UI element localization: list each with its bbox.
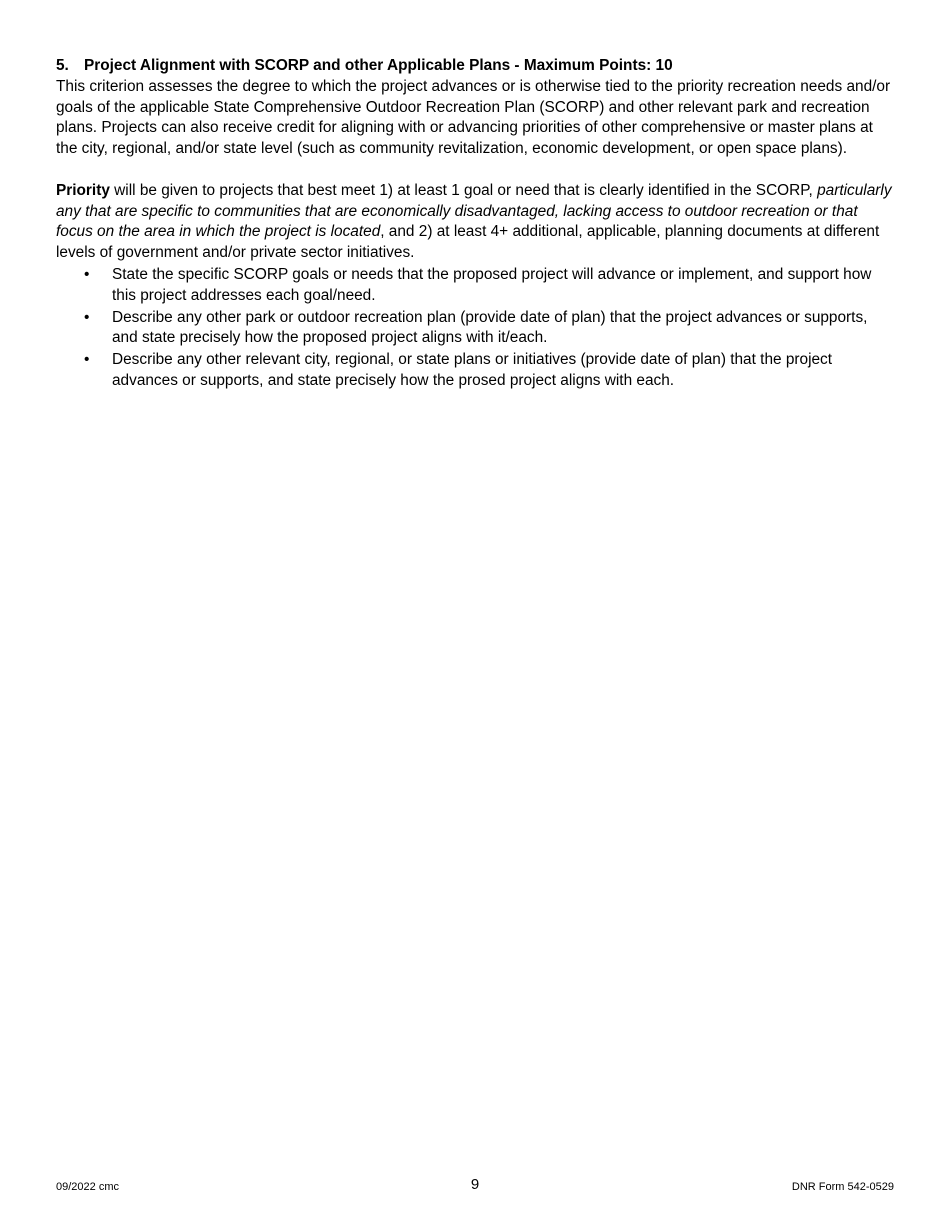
page-number: 9: [470, 1176, 480, 1193]
requirements-list: [56, 265, 892, 392]
priority-text-2: , and 2) at least 4+ additional, applicable, planning documents at different levels of government and/or private sector initiatives.: [56, 223, 880, 262]
page-footer: [56, 1176, 894, 1200]
footer-revision-date: 09/2022 cmc: [56, 1181, 119, 1193]
section-intro-paragraph: This criterion assesses the degree to which the project advances or is otherwise tied to the priority recreation needs and/or goals of the applicable State Comprehensive Outdoor Recreation Plan (SCORP) and other relevant park and recreation plans. Projects can also receive credit for aligning with or advancing priorities of other comprehensive or master plans at the city, regional, and/or state level (such as community revitalization, economic development, or open space plans).: [56, 77, 891, 158]
section-number: 5.: [56, 57, 69, 74]
list-item-text: Describe any other park or outdoor recreation plan (provide date of plan) that the project advances or supports, and state precisely how the proposed project aligns with it/each.: [112, 308, 868, 347]
priority-text-1: will be given to projects that best meet 1) at least 1 goal or need that is clearly identified in the SCORP,: [109, 181, 818, 199]
bullet-icon: •: [84, 265, 90, 283]
section-heading: [56, 56, 892, 77]
section-title: Project Alignment with SCORP and other Applicable Plans - Maximum Points: 10: [84, 57, 673, 74]
list-item: [56, 265, 892, 307]
footer-form-number: DNR Form 542-0529: [791, 1181, 894, 1193]
bullet-icon: •: [84, 308, 90, 326]
list-item: [56, 308, 892, 350]
list-item: [56, 350, 892, 392]
list-item-text: Describe any other relevant city, regional, or state plans or initiatives (provide date of plan) that the project advances or supports, and state precisely how the prosed project aligns with each.: [112, 351, 833, 389]
priority-paragraph: [56, 181, 892, 264]
document-page: [56, 56, 892, 392]
priority-label: Priority: [56, 181, 110, 199]
bullet-icon: •: [84, 351, 90, 369]
paragraph-spacer: [56, 160, 892, 181]
priority-italic-text: particularly any that are specific to communities that are economically disadvantaged, lacking access to outdoor recreation or that focus on the area in which the project is located: [56, 181, 892, 241]
list-item-text: State the specific SCORP goals or needs that the proposed project will advance or implement, and support how this project addresses each goal/need.: [112, 265, 872, 304]
